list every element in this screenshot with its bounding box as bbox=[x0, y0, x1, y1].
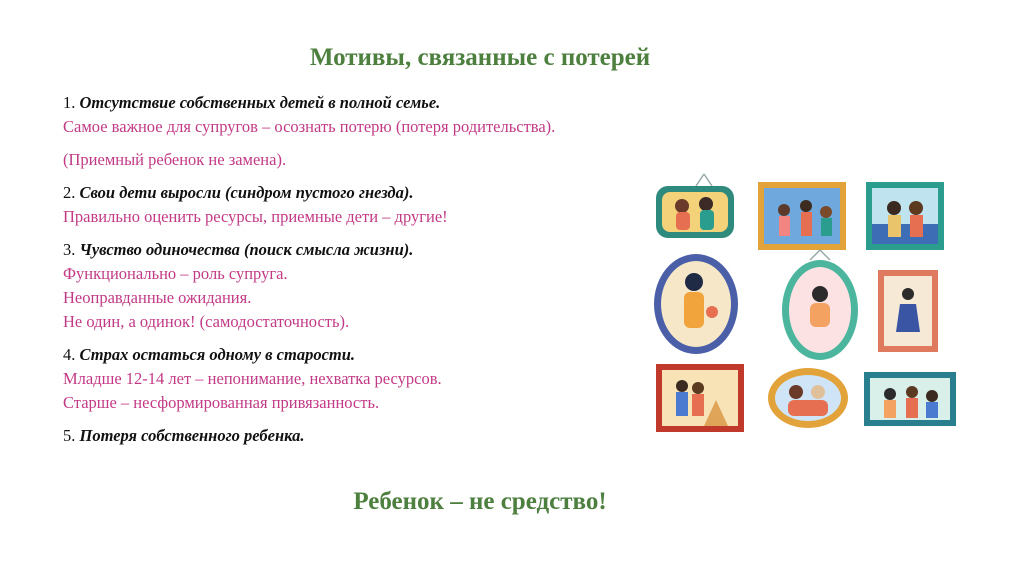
item-number: 2. bbox=[63, 183, 76, 202]
item-line: Функционально – роль супруга. bbox=[63, 264, 288, 283]
item-number: 1. bbox=[63, 93, 76, 112]
list-item bbox=[63, 181, 623, 229]
conclusion-text: Ребенок – не средство! bbox=[353, 488, 607, 515]
photo-frame-icon bbox=[878, 270, 938, 352]
item-line: Младше 12-14 лет – непонимание, нехватка ресурсов. bbox=[63, 369, 442, 388]
photo-frame-icon bbox=[866, 182, 944, 250]
item-heading: Потеря собственного ребенка. bbox=[79, 426, 305, 445]
list-item bbox=[63, 91, 623, 172]
photo-frame-icon bbox=[758, 182, 846, 250]
item-number: 4. bbox=[63, 345, 76, 364]
item-line: (Приемный ребенок не замена). bbox=[63, 150, 287, 169]
family-photo-frames-illustration bbox=[612, 146, 1004, 458]
item-number: 5. bbox=[63, 426, 76, 445]
list-item bbox=[63, 343, 623, 415]
photo-frame-icon bbox=[654, 254, 738, 354]
item-line: Неоправданные ожидания. bbox=[63, 288, 252, 307]
item-line: Правильно оценить ресурсы, приемные дети – другие! bbox=[63, 207, 448, 226]
item-line: Старше – несформированная привязанность. bbox=[63, 393, 380, 412]
item-heading: Чувство одиночества (поиск смысла жизни). bbox=[79, 240, 414, 259]
item-heading: Страх остаться одному в старости. bbox=[79, 345, 356, 364]
list-item bbox=[63, 424, 623, 448]
item-line: Не один, а одинок! (самодостаточность). bbox=[63, 312, 350, 331]
item-line: Самое важное для супругов – осознать потерю (потеря родительства). bbox=[63, 117, 556, 136]
photo-frame-icon bbox=[864, 372, 956, 426]
motives-list bbox=[63, 91, 623, 457]
item-heading: Свои дети выросли (синдром пустого гнезда). bbox=[79, 183, 414, 202]
photo-frame-icon bbox=[768, 368, 848, 428]
item-heading: Отсутствие собственных детей в полной семье. bbox=[79, 93, 441, 112]
list-item bbox=[63, 238, 623, 334]
slide-title: Мотивы, связанные с потерей bbox=[309, 44, 651, 71]
photo-frame-icon bbox=[656, 364, 744, 432]
item-number: 3. bbox=[63, 240, 76, 259]
